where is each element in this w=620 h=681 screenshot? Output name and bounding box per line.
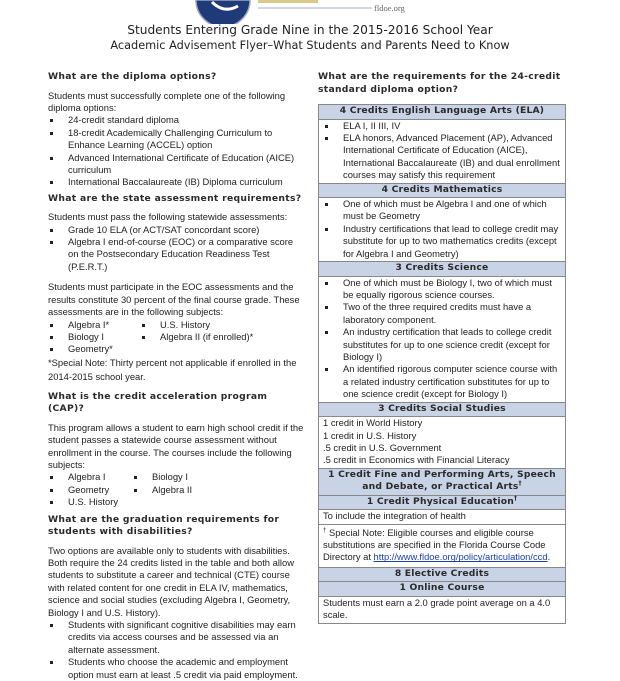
online-header: 1 Online Course bbox=[319, 582, 566, 597]
math-cell bbox=[319, 198, 566, 262]
assessment-list bbox=[48, 224, 306, 274]
list-item: Biology I bbox=[48, 331, 132, 343]
cap-subjects bbox=[48, 471, 306, 508]
social-line: 1 credit in U.S. History bbox=[323, 429, 417, 441]
list-item: One of which must be Algebra I and one of which must be Geometry bbox=[323, 198, 561, 223]
assessment-note: *Special Note: Thirty percent not applicable if enrolled in the 2014-2015 school year. bbox=[48, 356, 297, 382]
social-line: .5 credit in U.S. Government bbox=[323, 441, 442, 453]
disabilities-heading: What are the graduation requirements for students with disabilities? bbox=[48, 513, 280, 538]
list-item: Geometry* bbox=[48, 343, 132, 355]
list-item: ELA honors, Advanced Placement (AP), Advanced International Certificate of Education (AICE), International Baccalaureate (IB) and dual enrollment courses may satisfy this requirement bbox=[323, 132, 561, 182]
list-item: 24-credit standard diploma bbox=[48, 114, 306, 126]
logo-site-text: fldoe.org bbox=[374, 3, 405, 13]
list-item: Algebra II (if enrolled)* bbox=[140, 331, 253, 343]
list-item: U.S. History bbox=[48, 496, 132, 508]
electives-header: 8 Elective Credits bbox=[319, 567, 566, 582]
cap-heading: What is the credit acceleration program (CAP)? bbox=[48, 390, 268, 415]
dagger-mark: † bbox=[513, 494, 518, 502]
assessment-heading: What are the state assessment requirements? bbox=[48, 192, 302, 204]
science-cell bbox=[319, 276, 566, 402]
list-item: An industry certification that leads to college credit substitutes for up to one science credit (except for Biology I) bbox=[323, 326, 561, 363]
disabilities-text: Two options are available only to students with disabilities. Both require the 24 credits listed in the table and both allow students to substitute a career and technical (CTE) course with related content for one credit in ELA IV, mathematics, science and social studies (excluding Algebra I, Geometry, Biology I and U.S. History). bbox=[48, 544, 294, 618]
pe-header-text: 1 Credit Physical Education bbox=[366, 495, 514, 507]
diploma-intro: Students must successfully complete one of the following diploma options: bbox=[48, 89, 286, 113]
list-item: Algebra I end-of-course (EOC) or a comparative score on the Postsecondary Education Readiness Test (P.E.R.T.) bbox=[48, 236, 306, 273]
social-cell bbox=[319, 417, 566, 469]
social-line: 1 credit in World History bbox=[323, 417, 423, 429]
social-line: .5 credit in Economics with Financial Literacy bbox=[323, 454, 510, 466]
list-item: U.S. History bbox=[140, 319, 253, 331]
disabilities-list bbox=[48, 619, 306, 681]
eoc-subjects bbox=[48, 319, 306, 356]
list-item: 18-credit Academically Challenging Curriculum to Enhance Learning (ACCEL) option bbox=[48, 127, 306, 152]
list-item: Biology I bbox=[132, 471, 192, 483]
ela-cell bbox=[319, 119, 566, 183]
dagger-mark: † bbox=[323, 527, 327, 534]
left-column bbox=[48, 71, 306, 681]
list-item: Algebra I* bbox=[48, 319, 132, 331]
note-end: . bbox=[547, 551, 551, 563]
list-item: Algebra I bbox=[48, 471, 132, 483]
social-header: 3 Credits Social Studies bbox=[319, 402, 566, 417]
note-text: Special Note: Eligible courses and eligible course substitutions are specified in the Florida Course Code Directory at bbox=[323, 526, 546, 563]
dagger-mark: † bbox=[518, 480, 522, 488]
math-header: 4 Credits Mathematics bbox=[319, 183, 566, 198]
fldoe-logo bbox=[0, 0, 620, 24]
logo-seal-icon bbox=[0, 0, 620, 24]
assessment-intro: Students must pass the following statewide assessments: bbox=[48, 211, 288, 223]
arts-header-text: 1 Credit Fine and Performing Arts, Speech and Debate, or Practical Arts bbox=[328, 468, 556, 493]
list-item: Students who choose the academic and employment option must earn at least .5 credit via paid employment. bbox=[48, 656, 306, 681]
requirements-heading: What are the requirements for the 24-credit standard diploma option? bbox=[318, 71, 561, 95]
ccd-link[interactable]: http://www.fldoe.org/policy/articulation/ccd bbox=[373, 551, 548, 563]
list-item: Industry certifications that lead to college credit may substitute for up to two mathematics credits (except for Algebra I and Geometry) bbox=[323, 223, 561, 260]
arts-header bbox=[319, 468, 566, 495]
list-item: Students with significant cognitive disabilities may earn credits via access courses and be assessed via an alternate assessment. bbox=[48, 619, 306, 656]
pe-cell: To include the integration of health bbox=[319, 510, 566, 524]
list-item: ELA I, II III, IV bbox=[323, 120, 561, 132]
list-item: An identified rigorous computer science course with a related industry certification substitutes for up to one science credit (except for Biology I) bbox=[323, 363, 561, 400]
right-column bbox=[318, 71, 566, 624]
science-header: 3 Credits Science bbox=[319, 262, 566, 277]
list-item: Algebra II bbox=[132, 484, 192, 496]
note-cell bbox=[319, 524, 566, 567]
list-item: One of which must be Biology I, two of which must be equally rigorous science courses. bbox=[323, 277, 561, 302]
list-item: International Baccalaureate (IB) Diploma curriculum bbox=[48, 176, 306, 188]
diploma-list bbox=[48, 114, 306, 188]
ela-header: 4 Credits English Language Arts (ELA) bbox=[319, 105, 566, 120]
list-item: Geometry bbox=[48, 484, 132, 496]
list-item: Advanced International Certificate of Education (AICE) curriculum bbox=[48, 152, 306, 177]
diploma-heading: What are the diploma options? bbox=[48, 71, 217, 82]
page-subtitle: Academic Advisement Flyer–What Students and Parents Need to Know bbox=[110, 39, 510, 52]
requirements-table bbox=[318, 104, 566, 624]
list-item: Grade 10 ELA (or ACT/SAT concordant score) bbox=[48, 224, 306, 236]
cap-text: This program allows a student to earn high school credit if the student passes a statewide course assessment without enrollment in the course. The courses include the following subjects: bbox=[48, 421, 304, 470]
page-title: Students Entering Grade Nine in the 2015-2016 School Year bbox=[127, 23, 493, 37]
pe-header bbox=[319, 495, 566, 510]
list-item: Two of the three required credits must have a laboratory component. bbox=[323, 301, 561, 326]
eoc-text: Students must participate in the EOC assessments and the results constitute 30 percent of the final course grade. These assessments are in the following subjects: bbox=[48, 281, 300, 318]
online-cell: Students must earn a 2.0 grade point average on a 4.0 scale. bbox=[319, 596, 566, 623]
